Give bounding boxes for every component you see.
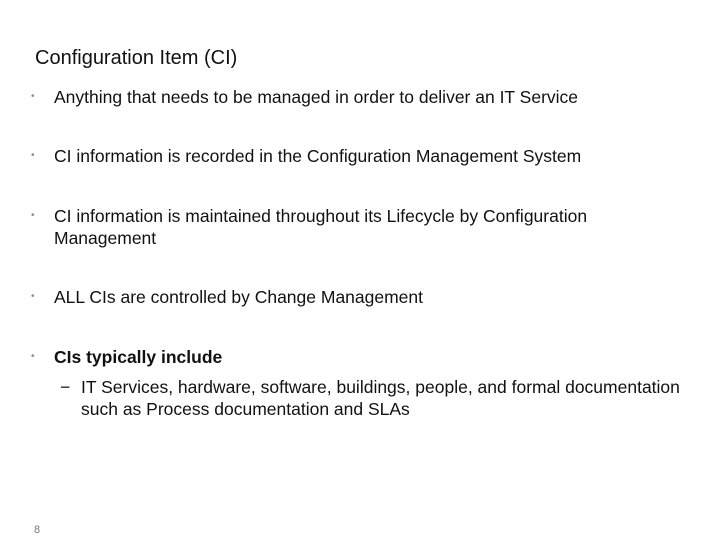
bullet-item [30,205,690,249]
bullet-text: Anything that needs to be managed in order to deliver an IT Service [54,87,579,107]
sub-bullet-text: IT Services, hardware, software, buildings, people, and formal documentation such as Process documentation and SLAs [81,377,680,419]
bullet-item [30,145,690,167]
bullet-icon: • [31,91,35,102]
bullet-item [30,346,690,368]
dash-icon: − [60,377,71,397]
page-number: 8 [34,524,41,536]
bullet-icon: • [31,351,35,362]
bullet-text: CI information is maintained throughout its Lifecycle by Configuration Management [54,206,588,248]
bullet-icon: • [31,210,35,221]
sub-bullet-item [60,376,680,420]
bullet-icon: • [31,150,35,161]
bullet-item [30,86,690,108]
bullet-text: CI information is recorded in the Configuration Management System [54,146,582,166]
bullet-text: CIs typically include [54,347,223,367]
bullet-icon: • [31,291,35,302]
bullet-text: ALL CIs are controlled by Change Management [54,287,424,307]
slide-title: Configuration Item (CI) [35,47,238,69]
bullet-item [30,286,690,308]
